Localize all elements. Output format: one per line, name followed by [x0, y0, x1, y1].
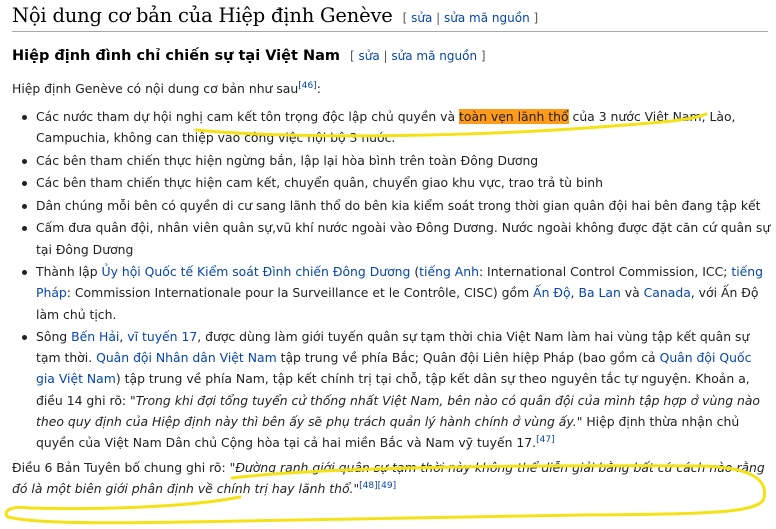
- link-french[interactable]: tiếng Pháp: [36, 264, 764, 301]
- link-ben-hai[interactable]: Bến Hải: [71, 329, 120, 345]
- link-vna[interactable]: Quân đội Quốc gia Việt Nam: [36, 350, 752, 387]
- quote-article-6: Đường ranh giới quân sự tạm thời này không thể diễn giải bằng bất cứ cách nào rằng đó là một biên giới phân định về chính trị hay lãnh thổ.: [12, 460, 765, 497]
- reference-48[interactable]: [48]: [359, 481, 378, 492]
- list-item: Các bên tham chiến thực hiện ngừng bắn, lập lại hòa bình trên toàn Đông Dương: [36, 150, 772, 171]
- highlighted-text: toàn vẹn lãnh thổ: [459, 109, 569, 125]
- section-title: Nội dung cơ bản của Hiệp định Genève: [12, 4, 393, 27]
- link-icc[interactable]: Ủy hội Quốc tế Kiểm soát Đình chiến Đông Dương: [101, 264, 411, 280]
- subsection-edit-links: [ sửa | sửa mã nguồn ]: [350, 49, 486, 63]
- link-canada[interactable]: Canada: [643, 285, 691, 301]
- closing-paragraph: Điều 6 Bản Tuyên bố chung ghi rõ: "Đường ranh giới quân sự tạm thời này không thể diễn giải bằng bất cứ cách nào rằng đó là một biên giới phân định về chính trị hay lãnh thổ."[48][49]: [12, 460, 765, 497]
- reference-49[interactable]: [49]: [377, 481, 397, 492]
- section-edit-links: [ sửa | sửa mã nguồn ]: [402, 11, 539, 25]
- list-item: Dân chúng mỗi bên có quyền di cư sang lãnh thổ do bên kia kiểm soát trong thời gian quân đội hai bên đang tập kết: [36, 195, 772, 216]
- link-english[interactable]: tiếng Anh: [419, 264, 479, 280]
- intro-paragraph: Hiệp định Genève có nội dung cơ bản như sau[46]:: [12, 80, 321, 96]
- edit-link[interactable]: sửa: [411, 11, 433, 25]
- link-17th-parallel[interactable]: vĩ tuyến 17: [127, 329, 198, 345]
- reference-46[interactable]: [46]: [298, 80, 317, 91]
- link-poland[interactable]: Ba Lan: [578, 285, 621, 301]
- article-content: [12, 78, 772, 512]
- section-heading: [12, 4, 768, 32]
- link-pavn[interactable]: Quân đội Nhân dân Việt Nam: [96, 350, 277, 366]
- list-item: Các nước tham dự hội nghị cam kết tôn trọng độc lập chủ quyền và toàn vẹn lãnh thổ của 3 nước Việt Nam, Lào, Campuchia, không can thiệp vào công việc nội bộ 3 nước.: [36, 106, 772, 148]
- list-item: Cấm đưa quân đội, nhân viên quân sự,vũ khí nước ngoài vào Đông Dương. Nước ngoài không được đặt căn cứ quân sự tại Đông Dương: [36, 217, 772, 259]
- list-item: Các bên tham chiến thực hiện cam kết, chuyển quân, chuyển giao khu vực, trao trả tù binh: [36, 172, 772, 193]
- list-item: Sông Bến Hải, vĩ tuyến 17, được dùng làm giới tuyến quân sự tạm thời chia Việt Nam làm hai vùng tập kết quân sự tạm thời. Quân đội Nhân dân Việt Nam tập trung về phía Bắc; Quân đội Liên hiệp Pháp (bao gồm cả Quân đội Quốc gia Việt Nam) tập trung về phía Nam, tập kết chính trị tại chỗ, tập kết dân sự theo nguyên tắc tự nguyện. Khoản a, điều 14 ghi rõ: "Trong khi đợi tổng tuyển cử thống nhất Việt Nam, bên nào có quân đội của mình tập hợp ở vùng nào theo quy định của Hiệp định này thì bên ấy sẽ phụ trách quản lý hành chính ở vùng ấy." Hiệp định thừa nhận chủ quyền của Việt Nam Dân chủ Cộng hòa tại cả hai miền Bắc và Nam vỹ tuyến 17.[47]: [36, 326, 772, 453]
- quote-article-14: Trong khi đợi tổng tuyển cử thống nhất Việt Nam, bên nào có quân đội của mình tập hợp ở vùng nào theo quy định của Hiệp định này thì bên ấy sẽ phụ trách quản lý hành chính ở vùng ấy.: [36, 392, 761, 429]
- provisions-list: [12, 106, 772, 453]
- subsection-edit-link[interactable]: sửa: [358, 49, 380, 63]
- link-india[interactable]: Ấn Độ: [533, 285, 571, 301]
- reference-47[interactable]: [47]: [536, 434, 555, 445]
- subsection-title: Hiệp định đình chỉ chiến sự tại Việt Nam: [12, 48, 340, 64]
- list-item: Thành lập Ủy hội Quốc tế Kiểm soát Đình chiến Đông Dương (tiếng Anh: International Control Commission, ICC; tiếng Pháp: Commission Internationale pour la Surveillance et le Contrôle, CISC) gồm Ấn Độ, Ba Lan và Canada, với Ấn Độ làm chủ tịch.: [36, 261, 772, 325]
- edit-source-link[interactable]: sửa mã nguồn: [444, 11, 530, 25]
- subsection-edit-source-link[interactable]: sửa mã nguồn: [391, 49, 478, 63]
- subsection-heading: [12, 48, 486, 64]
